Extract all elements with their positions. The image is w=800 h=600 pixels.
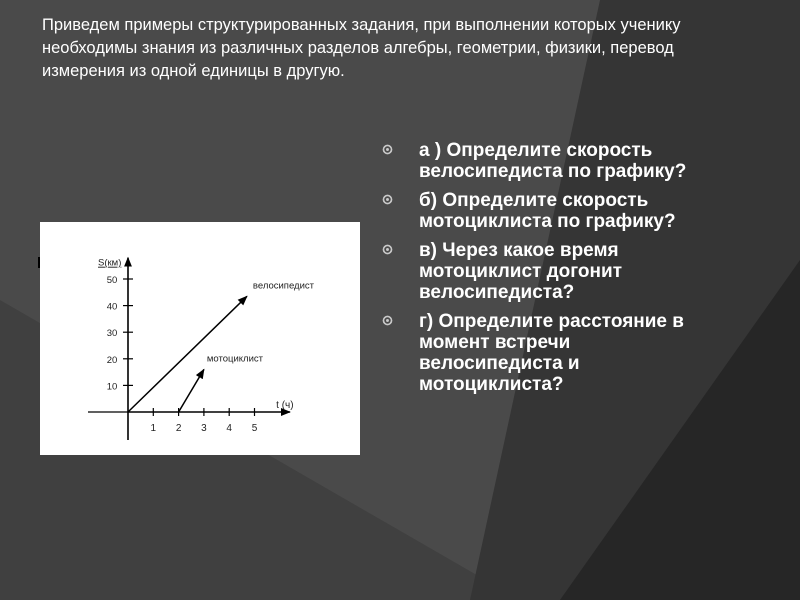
question-text: г) Определите расстояние в момент встречи велосипедиста и мотоциклиста? — [419, 311, 684, 395]
ring-bullet-icon — [382, 315, 393, 326]
series-label-motorcyclist: мотоциклист — [206, 353, 264, 365]
question-text: б) Определите скорость мотоциклиста по графику? — [419, 190, 676, 232]
x-tick-label: 5 — [251, 423, 258, 434]
series-line-motorcyclist — [179, 369, 204, 412]
slide-title: Приведем примеры структурированных задания, при выполнении которых ученику необходимы знания из различных разделов алгебры, геометрии, физики, перевод измерения из одной единицы в другую. — [42, 16, 681, 80]
x-tick-label: 4 — [226, 423, 232, 434]
x-axis-label: t (ч) — [276, 400, 294, 411]
y-axis-label: S(км) — [98, 257, 122, 269]
ring-bullet-icon — [382, 244, 393, 255]
y-tick-label: 20 — [106, 354, 118, 366]
x-tick-label: 3 — [201, 423, 207, 434]
x-tick-label: 2 — [175, 423, 182, 434]
question-list — [378, 140, 698, 403]
y-tick-label: 50 — [106, 275, 118, 286]
question-item — [378, 190, 698, 232]
ring-bullet-icon — [382, 194, 393, 205]
x-tick-label: 1 — [150, 423, 157, 434]
question-item — [378, 311, 698, 395]
question-item — [378, 240, 698, 303]
ring-bullet-icon — [382, 144, 393, 155]
y-tick-label: 30 — [106, 328, 118, 340]
question-item — [378, 140, 698, 182]
series-label-cyclist: велосипедист — [252, 280, 314, 292]
distance-time-chart — [40, 222, 360, 455]
y-tick-label: 10 — [106, 381, 118, 393]
question-text: а ) Определите скорость велосипедиста по графику? — [419, 140, 687, 182]
question-text: в) Через какое время мотоциклист догонит велосипедиста? — [419, 240, 622, 303]
y-tick-label: 40 — [106, 301, 118, 313]
chart-panel — [40, 222, 360, 455]
